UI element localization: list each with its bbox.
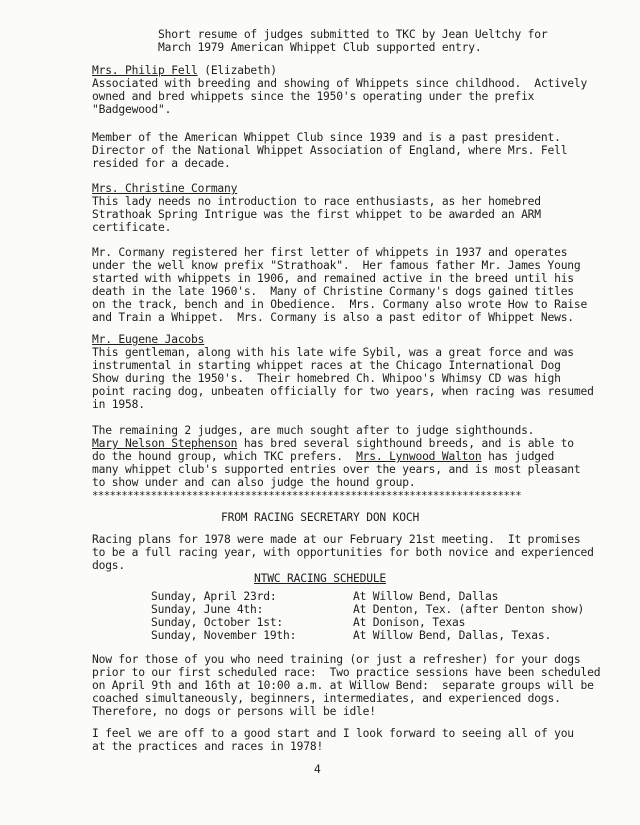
closing-line: at the practices and races in 1978! xyxy=(92,740,324,753)
judge-fell-heading xyxy=(92,64,277,77)
remaining-judges-line: The remaining 2 judges, are much sought after to judge sighthounds. xyxy=(92,424,535,437)
judge-cormany-p1-line: Strathoak Spring Intrigue was the first whippet to be awarded an ARM xyxy=(92,208,541,221)
remaining-judges-text: do the hound group, which TKC prefers. xyxy=(92,450,357,463)
judge-cormany-p2-line: under the well know prefix "Strathoak". Her famous father Mr. James Young xyxy=(92,259,581,272)
judge-jacobs-p1-line: point racing dog, unbeaten officially for two years, when racing was resumed xyxy=(92,385,594,398)
practice-line: prior to our first scheduled race: Two practice sessions have been scheduled xyxy=(92,666,601,679)
racing-intro-line: dogs. xyxy=(92,559,126,572)
judge-cormany-p2-line: on the track, bench and in Obedience. Mrs. Cormany also wrote How to Raise xyxy=(92,298,588,311)
schedule-date: Sunday, November 19th: xyxy=(151,629,297,642)
header-line-1: Short resume of judges submitted to TKC by Jean Ueltchy for xyxy=(158,28,548,41)
schedule-date: Sunday, October 1st: xyxy=(151,616,284,629)
racing-section-heading: FROM RACING SECRETARY DON KOCH xyxy=(221,511,420,524)
judge-jacobs-p1-line: instrumental in starting whippet races at the Chicago International Dog xyxy=(92,359,561,372)
judge-fell-name-suffix: (Elizabeth) xyxy=(197,64,277,77)
judge-fell-p1-line: "Badgewood". xyxy=(92,103,172,116)
closing-line: I feel we are off to a good start and I look forward to seeing all of you xyxy=(92,727,574,740)
schedule-place: At Willow Bend, Dallas xyxy=(353,590,499,603)
racing-intro-line: to be a full racing year, with opportunities for both novice and experienced xyxy=(92,546,594,559)
remaining-judges-line: many whippet club's supported entries over the years, and is most pleasant xyxy=(92,463,581,476)
judge-cormany-p1-line: This lady needs no introduction to race enthusiasts, as her homebred xyxy=(92,195,541,208)
judge-fell-p1-line: Associated with breeding and showing of Whippets since childhood. Actively xyxy=(92,77,588,90)
judge-fell-p2-line: resided for a decade. xyxy=(92,157,231,170)
judge-fell-p1-line: owned and bred whippets since the 1950's operating under the prefix xyxy=(92,90,535,103)
judge-jacobs-p1-line: in 1958. xyxy=(92,398,145,411)
schedule-date: Sunday, April 23rd: xyxy=(151,590,277,603)
remaining-judges-line xyxy=(92,450,554,463)
schedule-date: Sunday, June 4th: xyxy=(151,603,264,616)
judge-cormany-p1-line: certificate. xyxy=(92,221,172,234)
practice-line: Now for those of you who need training (or just a refresher) for your dogs xyxy=(92,653,581,666)
practice-line: Therefore, no dogs or persons will be idle! xyxy=(92,705,376,718)
judge-cormany-p2-line: Mr. Cormany registered her first letter of whippets in 1937 and operates xyxy=(92,246,568,259)
schedule-title: NTWC RACING SCHEDULE xyxy=(254,572,387,585)
remaining-judges-text: has bred several sighthound breeds, and is able to xyxy=(237,437,574,450)
judge-jacobs-p1-line: This gentleman, along with his late wife Sybil, was a great force and was xyxy=(92,346,574,359)
schedule-place: At Donison, Texas xyxy=(353,616,466,629)
judge-fell-name: Mrs. Philip Fell xyxy=(92,64,198,77)
judge-fell-p2-line: Director of the National Whippet Association of England, where Mrs. Fell xyxy=(92,144,568,157)
judge-jacobs-p1-line: Show during the 1950's. Their homebred Ch. Whipoo's Whimsy CD was high xyxy=(92,372,561,385)
practice-line: coached simultaneously, beginners, intermediates, and experienced dogs. xyxy=(92,692,561,705)
schedule-place: At Denton, Tex. (after Denton show) xyxy=(353,603,585,616)
judge-cormany-p2-line: and Train a Whippet. Mrs. Cormany is also a past editor of Whippet News. xyxy=(92,311,574,324)
remaining-judges-text: has judged xyxy=(481,450,555,463)
header-line-2: March 1979 American Whippet Club supported entry. xyxy=(158,41,482,54)
judge-cormany-p2-line: death in the late 1960's. Many of Christine Cormany's dogs gained titles xyxy=(92,285,574,298)
page-number: 4 xyxy=(314,763,321,776)
remaining-judges-line xyxy=(92,437,574,450)
judge-stephenson-name: Mary Nelson Stephenson xyxy=(92,437,238,450)
judge-cormany-name: Mrs. Christine Cormany xyxy=(92,182,238,195)
remaining-judges-line: to show under and can also judge the hound group. xyxy=(92,476,416,489)
practice-line: on April 9th and 16th at 10:00 a.m. at Willow Bend: separate groups will be xyxy=(92,679,594,692)
racing-intro-line: Racing plans for 1978 were made at our February 21st meeting. It promises xyxy=(92,533,581,546)
judge-fell-p2-line: Member of the American Whippet Club since 1939 and is a past president. xyxy=(92,131,561,144)
judge-jacobs-name: Mr. Eugene Jacobs xyxy=(92,333,205,346)
judge-walton-name: Mrs. Lynwood Walton xyxy=(356,450,482,463)
asterisk-separator: ************************************************************************* xyxy=(92,490,522,502)
schedule-place: At Willow Bend, Dallas, Texas. xyxy=(353,629,552,642)
judge-cormany-p2-line: started with whippets in 1906, and remained active in the breed until his xyxy=(92,272,574,285)
